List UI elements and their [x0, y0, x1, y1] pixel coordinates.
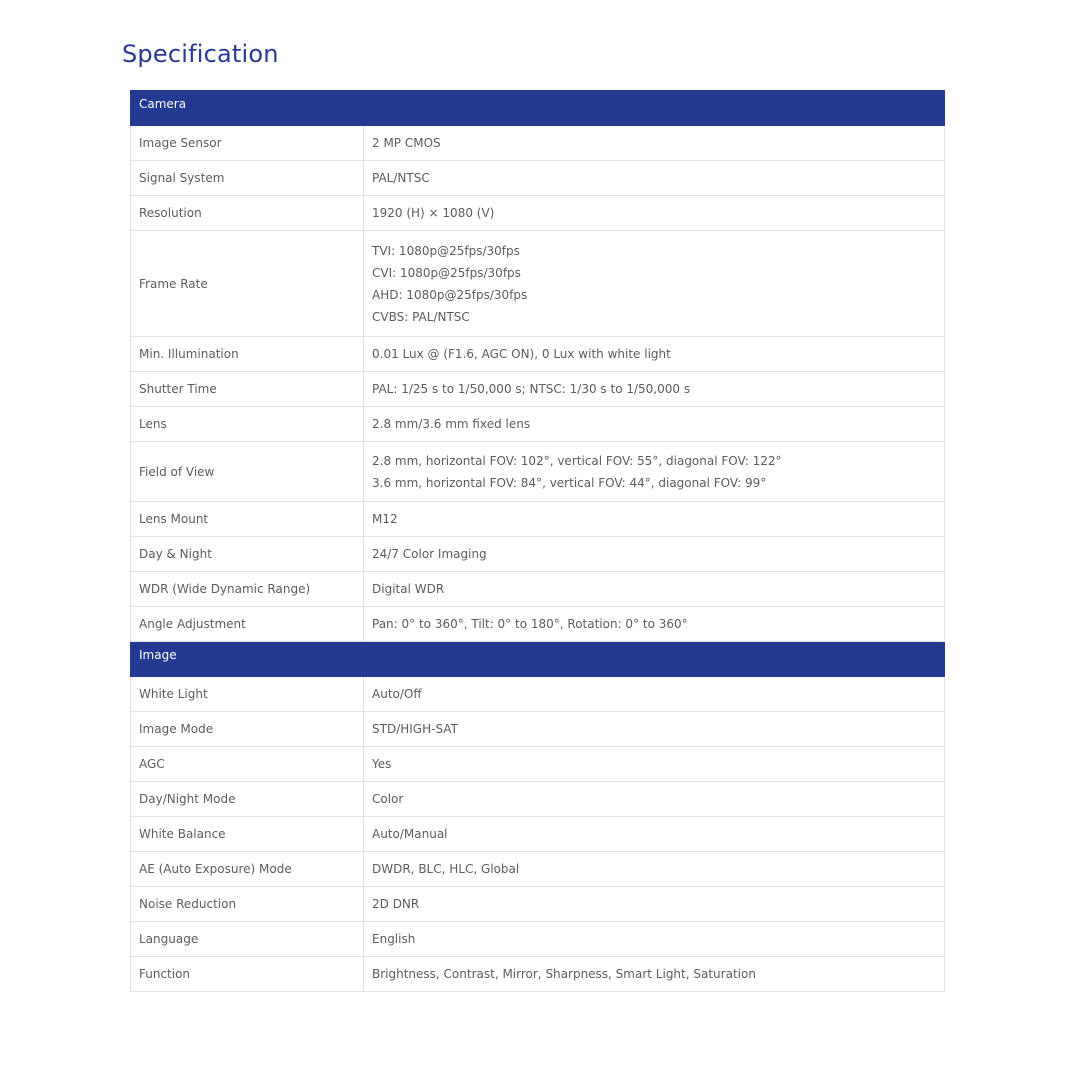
spec-value: [364, 502, 945, 537]
spec-value-line: 2.8 mm/3.6 mm fixed lens: [372, 417, 531, 431]
spec-value-line: M12: [372, 512, 398, 526]
spec-value: [364, 887, 945, 922]
table-row: [131, 372, 945, 407]
table-row: [131, 161, 945, 196]
table-row: [131, 337, 945, 372]
spec-value-line: PAL/NTSC: [372, 171, 430, 185]
section-header-image: [131, 642, 945, 677]
spec-value: [364, 161, 945, 196]
spec-value: [364, 957, 945, 992]
spec-label: Field of View: [131, 442, 364, 502]
spec-label: Image Mode: [131, 712, 364, 747]
spec-label: Function: [131, 957, 364, 992]
table-row: [131, 572, 945, 607]
spec-value: [364, 712, 945, 747]
spec-label: Image Sensor: [131, 126, 364, 161]
table-row: [131, 677, 945, 712]
spec-value-line: Brightness, Contrast, Mirror, Sharpness, Smart Light, Saturation: [372, 967, 756, 981]
table-row: [131, 852, 945, 887]
spec-value-line: Color: [372, 792, 404, 806]
spec-value: [364, 922, 945, 957]
table-row: [131, 537, 945, 572]
table-row: [131, 407, 945, 442]
spec-label: Lens Mount: [131, 502, 364, 537]
spec-value: [364, 231, 945, 337]
spec-value-line: Auto/Off: [372, 687, 422, 701]
spec-label: White Light: [131, 677, 364, 712]
table-row: [131, 782, 945, 817]
spec-label: Signal System: [131, 161, 364, 196]
spec-table-body: [131, 91, 945, 992]
table-row: [131, 747, 945, 782]
spec-value-line: 2D DNR: [372, 897, 420, 911]
spec-label: Lens: [131, 407, 364, 442]
spec-value-line: Auto/Manual: [372, 827, 448, 841]
spec-label: AE (Auto Exposure) Mode: [131, 852, 364, 887]
table-row: [131, 196, 945, 231]
table-row: [131, 607, 945, 642]
spec-value: [364, 572, 945, 607]
spec-value: [364, 817, 945, 852]
spec-value-line: Yes: [372, 757, 392, 771]
spec-label: White Balance: [131, 817, 364, 852]
spec-value-line: Digital WDR: [372, 582, 445, 596]
spec-value: [364, 372, 945, 407]
table-row: [131, 712, 945, 747]
spec-value-line: PAL: 1/25 s to 1/50,000 s; NTSC: 1/30 s to 1/50,000 s: [372, 382, 691, 396]
spec-value: [364, 747, 945, 782]
table-row: [131, 231, 945, 337]
spec-table: [130, 90, 945, 992]
spec-label: WDR (Wide Dynamic Range): [131, 572, 364, 607]
spec-value: [364, 537, 945, 572]
spec-value: [364, 196, 945, 231]
spec-value: [364, 782, 945, 817]
spec-label: Resolution: [131, 196, 364, 231]
spec-value: [364, 607, 945, 642]
spec-value-line: CVBS: PAL/NTSC: [372, 309, 470, 324]
spec-label: Day & Night: [131, 537, 364, 572]
spec-label: AGC: [131, 747, 364, 782]
spec-value-line: Pan: 0° to 360°, Tilt: 0° to 180°, Rotation: 0° to 360°: [372, 617, 688, 631]
table-row: [131, 957, 945, 992]
spec-value-line: 1920 (H) × 1080 (V): [372, 206, 495, 220]
spec-value-line: AHD: 1080p@25fps/30fps: [372, 287, 528, 302]
spec-value-line: 3.6 mm, horizontal FOV: 84°, vertical FOV: 44°, diagonal FOV: 99°: [372, 475, 767, 490]
spec-value-line: 2 MP CMOS: [372, 136, 441, 150]
table-row: [131, 442, 945, 502]
spec-value-line: 2.8 mm, horizontal FOV: 102°, vertical FOV: 55°, diagonal FOV: 122°: [372, 453, 782, 468]
spec-value-line: STD/HIGH-SAT: [372, 722, 458, 736]
section-title: Camera: [131, 91, 945, 126]
page-title: Specification: [122, 40, 279, 68]
spec-value: [364, 442, 945, 502]
section-title: Image: [131, 642, 945, 677]
spec-value-line: TVI: 1080p@25fps/30fps: [372, 243, 520, 258]
table-row: [131, 502, 945, 537]
spec-value: [364, 126, 945, 161]
spec-value-line: CVI: 1080p@25fps/30fps: [372, 265, 521, 280]
table-row: [131, 922, 945, 957]
table-row: [131, 887, 945, 922]
spec-label: Min. Illumination: [131, 337, 364, 372]
spec-value-line: DWDR, BLC, HLC, Global: [372, 862, 520, 876]
table-row: [131, 126, 945, 161]
spec-value-line: 24/7 Color Imaging: [372, 547, 487, 561]
spec-value: [364, 337, 945, 372]
table-row: [131, 817, 945, 852]
spec-label: Frame Rate: [131, 231, 364, 337]
spec-value-line: 0.01 Lux @ (F1.6, AGC ON), 0 Lux with white light: [372, 347, 671, 361]
spec-label: Language: [131, 922, 364, 957]
spec-value-line: English: [372, 932, 416, 946]
spec-label: Shutter Time: [131, 372, 364, 407]
spec-label: Noise Reduction: [131, 887, 364, 922]
spec-label: Angle Adjustment: [131, 607, 364, 642]
spec-label: Day/Night Mode: [131, 782, 364, 817]
spec-value: [364, 677, 945, 712]
spec-value: [364, 407, 945, 442]
spec-value: [364, 852, 945, 887]
section-header-camera: [131, 91, 945, 126]
